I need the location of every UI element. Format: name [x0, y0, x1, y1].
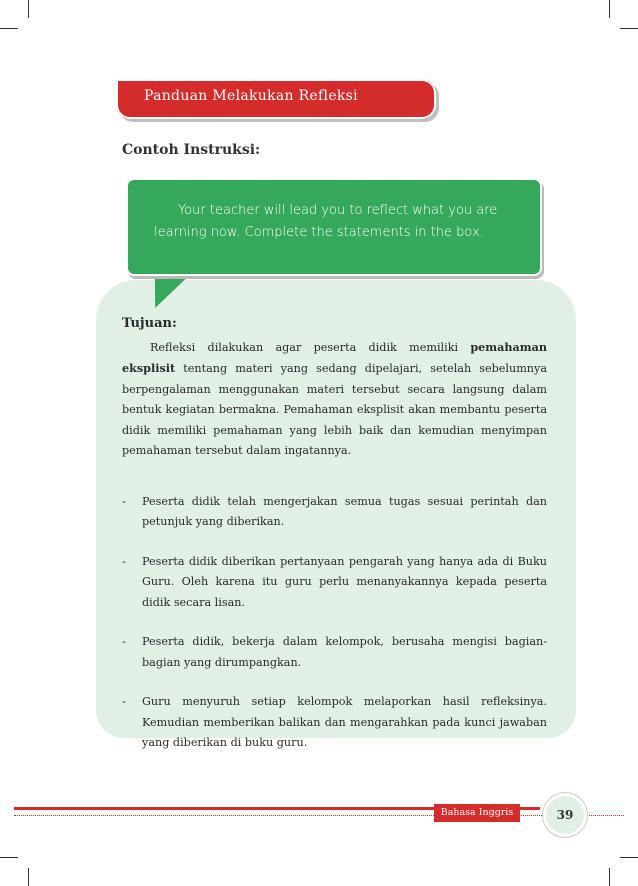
procedure-list — [122, 492, 547, 754]
footer-dotted-rule — [14, 815, 624, 816]
crop-mark — [28, 868, 29, 886]
tujuan-paragraph — [122, 337, 547, 462]
para-text: tentang materi yang sedang dipelajari, setelah sebelumnya berpengalaman menggunakan materi tersebut secara langsung dalam bentuk kegiatan bermakna. Pemahaman eksplisit akan membantu peserta didik memiliki pemahaman yang lebih baik dan kemudian menyimpan pemahaman tersebut dalam ingatannya. — [122, 362, 547, 457]
list-dash: - — [122, 494, 126, 508]
crop-mark — [28, 0, 29, 18]
list-item-text: Guru menyuruh setiap kelompok melaporkan hasil refleksinya. Kemudian memberikan balikan dan mengarahkan pada kunci jawaban yang diberikan di buku guru. — [142, 695, 547, 749]
section-banner — [116, 79, 436, 119]
list-dash: - — [122, 635, 126, 648]
list-item — [122, 492, 547, 533]
list-dash: - — [122, 695, 126, 708]
instruction-heading: Contoh Instruksi: — [122, 142, 261, 158]
speech-bubble-text: Your teacher will lead you to reflect what you are learning now. Complete the statements in the box. — [154, 203, 498, 240]
crop-mark — [0, 857, 18, 858]
list-item-text: Peserta didik diberikan pertanyaan pengarah yang hanya ada di Buku Guru. Oleh karena itu guru perlu menanyakannya kepada peserta didik secara lisan. — [142, 554, 547, 609]
list-item-text: Peserta didik telah mengerjakan semua tugas sesuai perintah dan petunjuk yang diberikan. — [142, 494, 547, 528]
para-bold: pemahaman eksplisit — [122, 339, 547, 375]
crop-mark — [620, 857, 638, 858]
para-text: Refleksi dilakukan agar peserta didik memiliki — [150, 340, 471, 354]
list-item-text: Peserta didik, bekerja dalam kelompok, berusaha mengisi bagian-bagian yang dirumpangkan. — [142, 635, 547, 669]
list-item — [122, 552, 547, 614]
tujuan-content — [122, 314, 547, 773]
list-dash: - — [122, 554, 126, 568]
page-number: 39 — [543, 793, 587, 837]
speech-bubble — [126, 178, 542, 276]
tujuan-title: Tujuan: — [122, 316, 177, 331]
crop-mark — [0, 28, 18, 29]
crop-mark — [609, 868, 610, 886]
crop-mark — [609, 0, 610, 18]
footer-subject: Bahasa Inggris — [434, 804, 520, 822]
crop-mark — [620, 28, 638, 29]
section-title: Panduan Melakukan Refleksi — [144, 88, 358, 104]
list-item — [122, 632, 547, 673]
list-item — [122, 692, 547, 754]
